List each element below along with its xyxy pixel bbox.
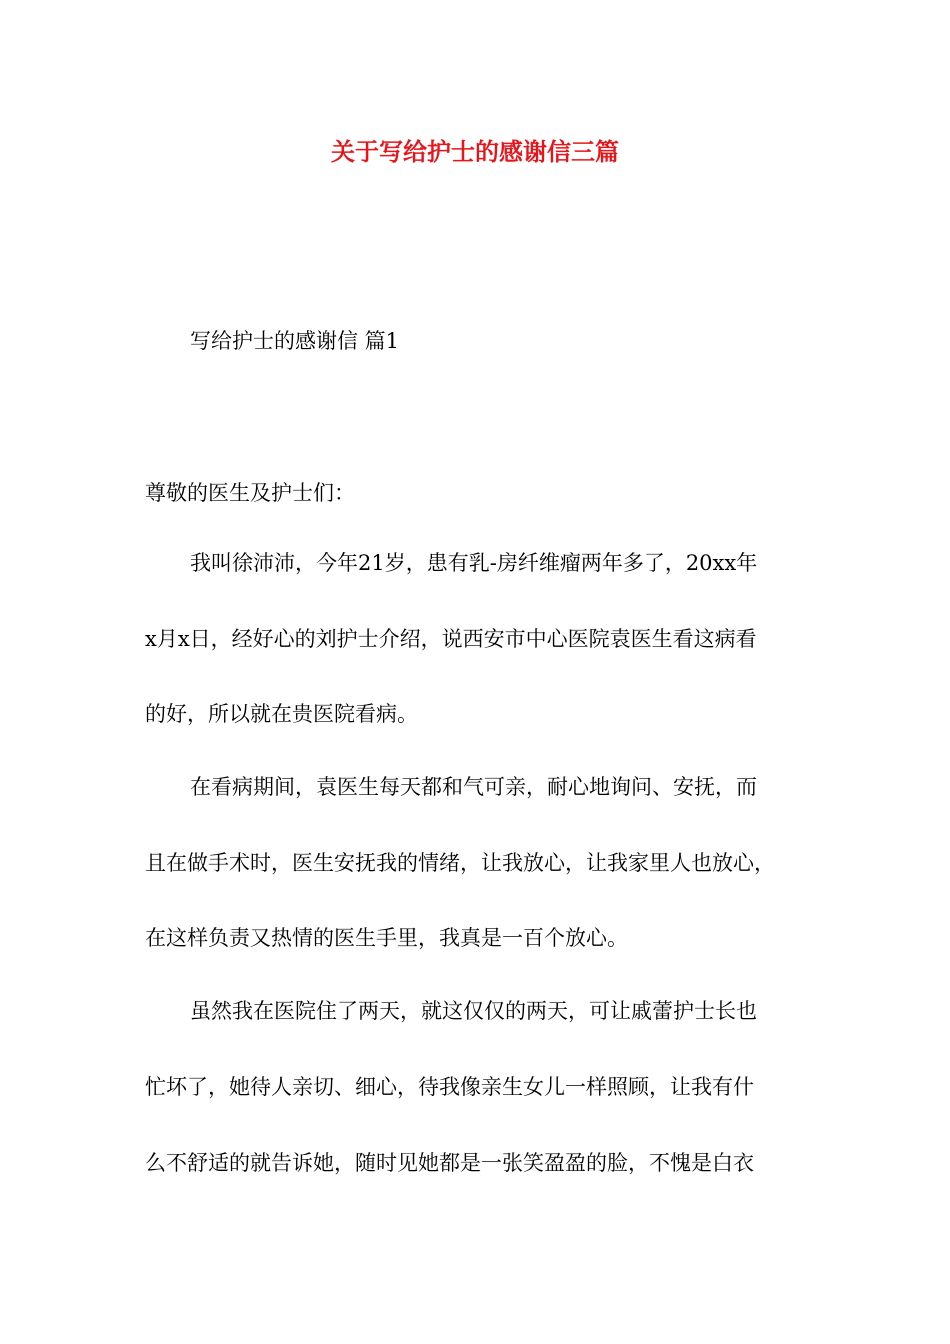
paragraph-2-line-2: 且在做手术时，医生安抚我的情绪，让我放心，让我家里人也放心， [145, 851, 775, 875]
salutation: 尊敬的医生及护士们： [145, 481, 355, 505]
paragraph-2-line-1: 在看病期间，袁医生每天都和气可亲，耐心地询问、安抚，而 [190, 775, 757, 799]
paragraph-2-line-3: 在这样负责又热情的医生手里，我真是一百个放心。 [145, 926, 628, 950]
paragraph-1-line-1: 我叫徐沛沛，今年21岁，患有乳-房纤维瘤两年多了，20xx年 [190, 551, 758, 575]
paragraph-3-line-3: 么不舒适的就告诉她，随时见她都是一张笑盈盈的脸，不愧是白衣 [145, 1151, 754, 1175]
paragraph-1-line-2: x月x日，经好心的刘护士介绍，说西安市中心医院袁医生看这病看 [145, 627, 757, 651]
document-title: 关于写给护士的感谢信三篇 [331, 137, 619, 166]
paragraph-3-line-2: 忙坏了，她待人亲切、细心，待我像亲生女儿一样照顾，让我有什 [145, 1075, 754, 1099]
paragraph-1-line-3: 的好，所以就在贵医院看病。 [145, 702, 418, 726]
section-heading: 写给护士的感谢信 篇1 [190, 329, 400, 353]
paragraph-3-line-1: 虽然我在医院住了两天，就这仅仅的两天，可让戚蕾护士长也 [190, 999, 757, 1023]
